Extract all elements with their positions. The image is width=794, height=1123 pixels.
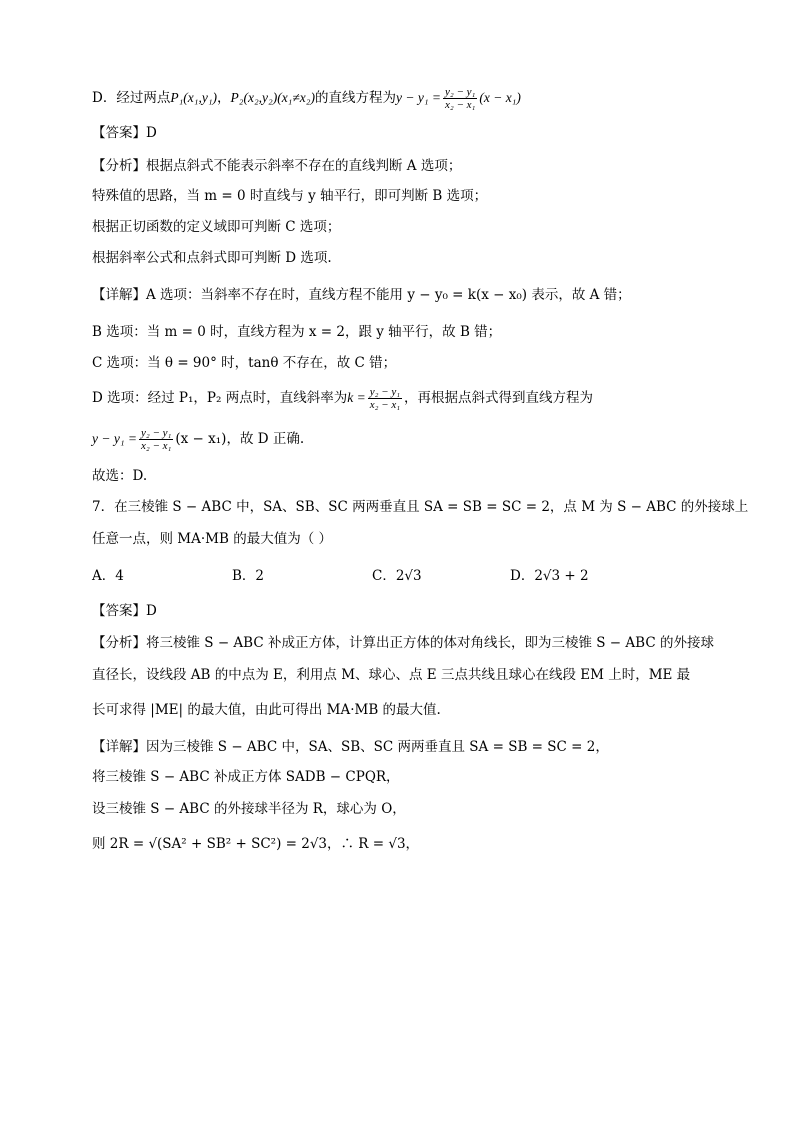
- math-fragment: (x − x₁): [479, 90, 521, 105]
- fraction-denominator: x₂ − x₁: [141, 440, 172, 452]
- answer-line: 【答案】D: [92, 603, 157, 619]
- question-line: 任意一点，则 MA·MB 的最大值为（ ）: [92, 531, 332, 547]
- analysis-line: 根据正切函数的定义域即可判断 C 选项；: [92, 219, 341, 235]
- math-fragment: y − y₁ =: [395, 90, 441, 105]
- option-c: C．2√3: [372, 568, 422, 584]
- detail-line: [92, 386, 593, 411]
- fraction-denominator: x₂ − x₁: [445, 99, 476, 111]
- text-fragment: (x − x₁)，故 D 正确.: [175, 431, 305, 447]
- text-fragment: D 选项：经过 P₁，P₂ 两点时，直线斜率为: [92, 390, 348, 406]
- answer-line: 【答案】D: [92, 125, 157, 141]
- option-d: D．2√3 + 2: [510, 568, 589, 584]
- math-fragment: y − y₁ =: [92, 431, 138, 446]
- analysis-line: 根据斜率公式和点斜式即可判断 D 选项.: [92, 250, 332, 266]
- option-d-statement: [92, 86, 521, 111]
- option-b: B．2: [232, 568, 265, 584]
- text-fragment: 的直线方程为: [314, 90, 396, 106]
- detail-line: 【详解】A 选项：当斜率不存在时，直线方程不能用 y − y₀ = k(x − x₀) 表示，故 A 错；: [92, 287, 631, 303]
- math-fragment: P₁(x₁,y₁): [170, 90, 218, 105]
- detail-line: 将三棱锥 S − ABC 补成正方体 SADB − CPQR，: [92, 769, 400, 785]
- detail-line: 【详解】因为三棱锥 S − ABC 中，SA、SB、SC 两两垂直且 SA = SB = SC = 2，: [92, 739, 609, 755]
- question-line: 7．在三棱锥 S − ABC 中，SA、SB、SC 两两垂直且 SA = SB = SC = 2，点 M 为 S − ABC 的外接球上: [92, 499, 749, 515]
- analysis-line: 特殊值的思路，当 m = 0 时直线与 y 轴平行，即可判断 B 选项；: [92, 188, 488, 204]
- option-a: A．4: [92, 568, 124, 584]
- detail-line: 则 2R = √(SA² + SB² + SC²) = 2√3，∴ R = √3，: [92, 836, 420, 852]
- text-fragment: ，: [217, 90, 231, 106]
- fraction-numerator: y₂ − y₁: [445, 86, 476, 98]
- fraction: [368, 386, 402, 411]
- fraction-numerator: y₂ − y₁: [369, 386, 401, 398]
- detail-line: B 选项：当 m = 0 时，直线方程为 x = 2，跟 y 轴平行，故 B 错；: [92, 324, 502, 340]
- analysis-line: 【分析】根据点斜式不能表示斜率不存在的直线判断 A 选项；: [92, 158, 462, 174]
- detail-line: C 选项：当 θ = 90° 时，tanθ 不存在，故 C 错；: [92, 355, 397, 371]
- fraction-denominator: x₂ − x₁: [369, 399, 401, 411]
- text-fragment: ，再根据点斜式得到直线方程为: [404, 390, 594, 406]
- math-fragment: P₂(x₂,y₂)(x₁≠x₂): [230, 90, 315, 105]
- fraction: [443, 86, 477, 111]
- fraction-numerator: y₂ − y₁: [141, 427, 172, 439]
- conclusion-line: 故选：D.: [92, 468, 148, 484]
- analysis-line: 长可求得 |ME| 的最大值，由此可得出 MA·MB 的最大值.: [92, 702, 441, 718]
- detail-line: 设三棱锥 S − ABC 的外接球半径为 R，球心为 O，: [92, 801, 406, 817]
- detail-line: [92, 427, 304, 452]
- analysis-line: 直径长，设线段 AB 的中点为 E，利用点 M、球心、点 E 三点共线且球心在线段 EM 上时，ME 最: [92, 667, 691, 683]
- math-fragment: k =: [347, 390, 366, 405]
- analysis-line: 【分析】将三棱锥 S − ABC 补成正方体，计算出正方体的体对角线长，即为三棱锥 S − ABC 的外接球: [92, 635, 714, 651]
- text-fragment: D．经过两点: [92, 90, 171, 106]
- fraction: [139, 427, 173, 452]
